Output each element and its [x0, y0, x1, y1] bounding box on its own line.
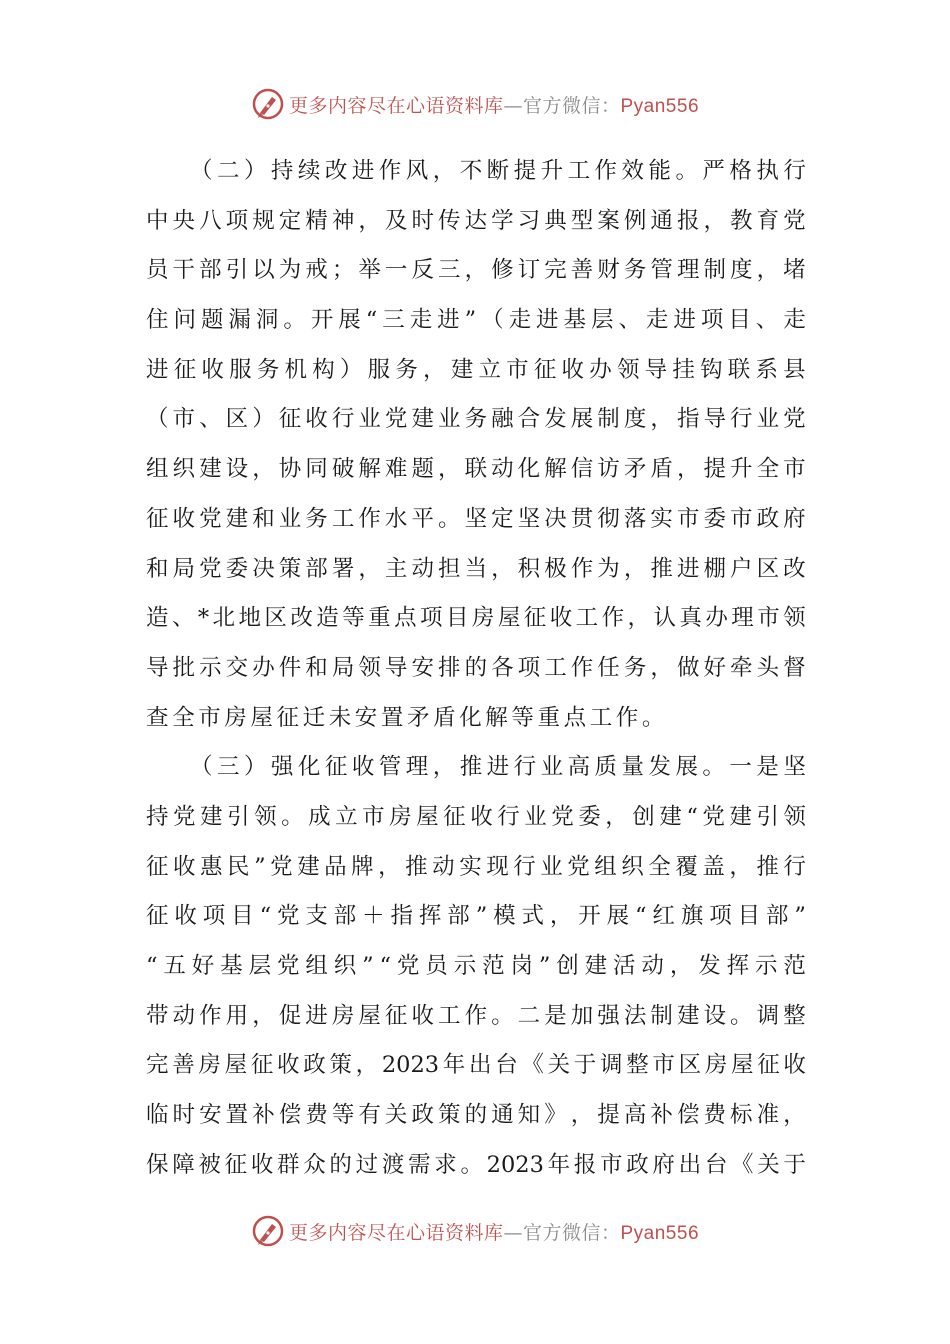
banner-dash: — — [503, 94, 523, 117]
banner-sub-text: 官方微信： — [522, 94, 621, 117]
text-line: “ 五 好 基 层 党 组 织 ” “ 党 员 示 范 岗 ” 创 建 活 动 ， 发 挥 示 范 — [146, 953, 806, 979]
text-line: 完 善 房 屋 征 收 政 策 ， 2023 年 出 台 《 关 于 调 整 市 区 房 屋 征 收 — [146, 1052, 806, 1079]
text-line: 带 动 作 用 ， 促 进 房 屋 征 收 工 作 。 二 是 加 强 法 制 建 设 。 调 整 — [146, 1002, 806, 1029]
text-line: 持 党 建 引 领 。 成 立 市 房 屋 征 收 行 业 党 委 ， 创 建 “ 党 建 引 领 — [146, 803, 806, 830]
text-line: 临 时 安 置 补 偿 费 等 有 关 政 策 的 通 知 》 ， 提 高 补 偿 费 标 准 ， — [146, 1102, 806, 1129]
banner-dash: — — [503, 1221, 523, 1244]
text-line: 查全市房屋征迁未安置矛盾化解等重点工作。 — [146, 704, 669, 731]
text-line: 进 征 收 服 务 机 构 ） 服 务 ， 建 立 市 征 收 办 领 导 挂 钩 联 系 县 — [146, 356, 806, 383]
banner-text — [289, 1218, 699, 1245]
text-line: （ 三 ） 强 化 征 收 管 理 ， 推 进 行 业 高 质 量 发 展 。 一 是 坚 — [190, 754, 806, 781]
text-line: 造 、 * 北 地 区 改 造 等 重 点 项 目 房 屋 征 收 工 作 ， 认 真 办 理 市 领 — [146, 605, 806, 632]
text-line: 征 收 党 建 和 业 务 工 作 水 平 。 坚 定 坚 决 贯 彻 落 实 市 委 市 政 府 — [146, 505, 806, 532]
text-line: 导 批 示 交 办 件 和 局 领 导 安 排 的 各 项 工 作 任 务 ， 做 好 牵 头 督 — [146, 654, 806, 681]
pen-nib-logo-icon — [251, 87, 285, 121]
text-line: （ 二 ） 持 续 改 进 作 风 ， 不 断 提 升 工 作 效 能 。 严 格 执 行 — [190, 158, 806, 184]
pen-nib-logo-icon — [251, 1214, 285, 1248]
text-line: 中 央 八 项 规 定 精 神 ， 及 时 传 达 学 习 典 型 案 例 通 报 ， 教 育 党 — [146, 207, 806, 234]
text-line: 和 局 党 委 决 策 部 署 ， 主 动 担 当 ， 积 极 作 为 ， 推 进 棚 户 区 改 — [146, 555, 806, 582]
banner-main-text: 更多内容尽在心语资料库 — [288, 94, 504, 117]
text-line: 住 问 题 漏 洞 。 开 展 “ 三 走 进 ” （ 走 进 基 层 、 走 进 项 目 、 走 — [146, 307, 806, 334]
footer-watermark-banner — [0, 1211, 950, 1251]
header-watermark-banner — [0, 84, 950, 124]
text-line: 保 障 被 征 收 群 众 的 过 渡 需 求 。 2023 年 报 市 政 府 出 台 《 关 于 — [146, 1151, 806, 1178]
banner-wechat-id: Pyan556 — [620, 95, 700, 117]
banner-main-text: 更多内容尽在心语资料库 — [288, 1221, 504, 1244]
document-body — [146, 152, 806, 1195]
text-line: 员 干 部 引 以 为 戒 ； 举 一 反 三 ， 修 订 完 善 财 务 管 理 制 度 ， 堵 — [146, 257, 806, 284]
text-line: 组 织 建 设 ， 协 同 破 解 难 题 ， 联 动 化 解 信 访 矛 盾 ， 提 升 全 市 — [146, 456, 806, 483]
banner-sub-text: 官方微信： — [522, 1221, 621, 1244]
banner-wechat-id: Pyan556 — [620, 1222, 700, 1244]
text-line: 征 收 惠 民 ” 党 建 品 牌 ， 推 动 实 现 行 业 党 组 织 全 覆 盖 ， 推 行 — [146, 853, 806, 880]
text-line: 征 收 项 目 “ 党 支 部 ＋ 指 挥 部 ” 模 式 ， 开 展 “ 红 旗 项 目 部 ” — [146, 903, 806, 930]
banner-text — [289, 91, 699, 118]
text-line: （ 市 、 区 ） 征 收 行 业 党 建 业 务 融 合 发 展 制 度 ， 指 导 行 业 党 — [146, 406, 806, 433]
